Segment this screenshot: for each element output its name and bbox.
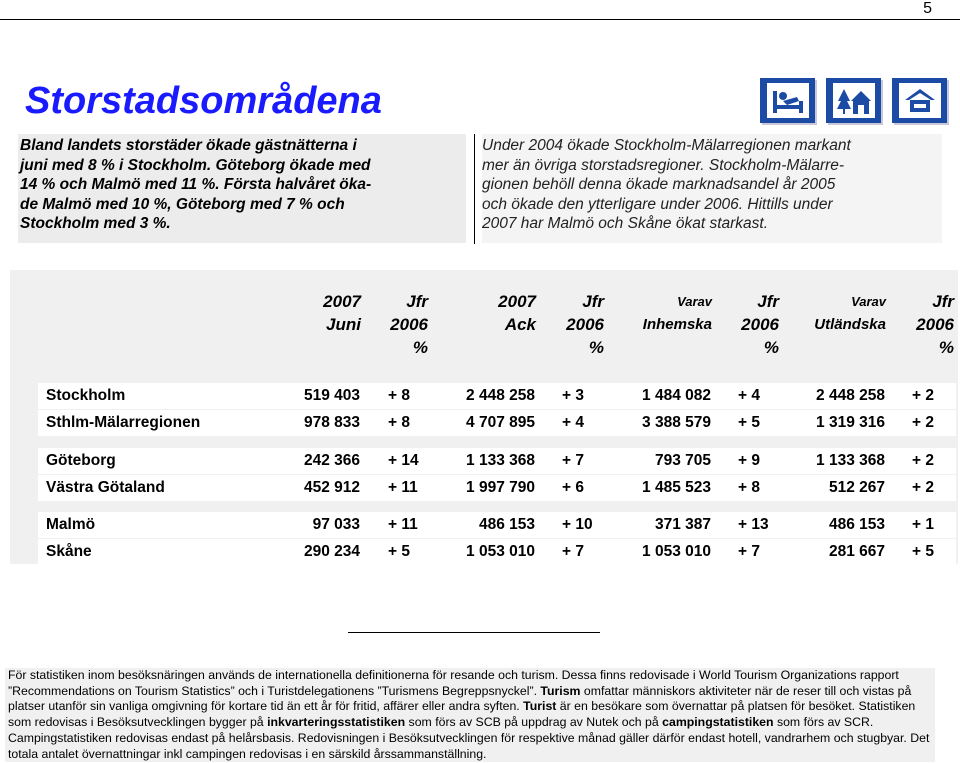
- header-jfr-3: Jfr 2006 %: [741, 292, 779, 357]
- body-paragraph: [482, 134, 942, 243]
- table-row: Göteborg 242 366 + 14 1 133 368 + 7 793 705 + 9 1 133 368 + 2: [38, 448, 956, 474]
- header-utlandska: Varav Utländska: [814, 294, 886, 333]
- body-line: 2007 har Malmö och Skåne ökat starkast.: [482, 215, 769, 232]
- header-2007-juni: 2007 Juni: [323, 292, 361, 334]
- body-line: mer än övriga storstadsregioner. Stockholm-Mälarre-: [482, 156, 845, 174]
- lead-summary: [18, 134, 466, 243]
- header-jfr-2: Jfr 2006 %: [566, 292, 604, 357]
- body-line: Under 2004 ökade Stockholm-Mälarregionen markant: [482, 137, 851, 154]
- table-header: [0, 290, 960, 370]
- table-row: Sthlm-Mälarregionen 978 833 + 8 4 707 895 + 4 3 388 579 + 5 1 319 316 + 2: [38, 410, 956, 436]
- lead-line: 14 % och Malmö med 11 %. Första halvåret öka-: [20, 176, 372, 193]
- lead-line: de Malmö med 10 %, Göteborg med 7 % och: [20, 195, 345, 213]
- table-row: Västra Götaland 452 912 + 11 1 997 790 + 6 1 485 523 + 8 512 267 + 2: [38, 475, 956, 501]
- header-jfr-4: Jfr 2006 %: [916, 292, 954, 357]
- lead-line: Bland landets storstäder ökade gästnätterna i: [20, 137, 357, 154]
- page-title: Storstadsområdena: [25, 80, 382, 122]
- table-row: Stockholm 519 403 + 8 2 448 258 + 3 1 484 082 + 4 2 448 258 + 2: [38, 383, 956, 409]
- body-line: gionen behöll denna ökade marknadsandel år 2005: [482, 176, 836, 193]
- bed-icon: [760, 78, 815, 123]
- page-number: 5: [923, 0, 932, 17]
- lead-line: Stockholm med 3 %.: [20, 215, 171, 232]
- footnote: För statistiken inom besöksnäringen används de internationella definitionerna för resande och turism. Dessa finns redovisade i World Tourism Organizations rapport ”Recommendations on Tourism Statistics” och i Turistdelegationens ”Turismens Begreppsnyckel”. Turism omfattar människors aktiviteter när de reser till och vistas på platser utanför sin vanliga omgivning för kortare tid än ett år för fritid, affärer eller andra syften. Turist är en besökare som övernattar på platsen för besöket. Statistiken som redovisas i Besöksutvecklingen bygger på inkvarteringsstatistiken som förs av SCB på uppdrag av Nutek och på campingstatistiken som förs av SCR. Campingstatistiken redovisas endast på helårsbasis. Redovisningen i Besöksutvecklingen för respektive månad gäller därför endast hotell, vandrarhem och stugbyar. Det totala antalet övernattningar inkl campingen redovisas i en särskild årssammanställning.: [5, 668, 935, 762]
- cabin-tree-icon: [826, 78, 881, 123]
- lead-line: juni med 8 % i Stockholm. Göteborg ökade med: [20, 156, 371, 174]
- header-jfr-1: Jfr 2006 %: [390, 292, 428, 357]
- body-line: och ökade den ytterligare under 2006. Hittills under: [482, 195, 833, 213]
- table-row: Malmö 97 033 + 11 486 153 + 10 371 387 + 13 486 153 + 1: [38, 512, 956, 538]
- header-inhemska: Varav Inhemska: [642, 294, 712, 333]
- header-rule: [0, 19, 960, 20]
- column-divider: [474, 134, 475, 244]
- table-row: Skåne 290 234 + 5 1 053 010 + 7 1 053 010 + 7 281 667 + 5: [38, 539, 956, 565]
- category-icons: [760, 78, 947, 123]
- header-2007-ack: 2007 Ack: [498, 292, 536, 334]
- footnote-separator: [348, 632, 600, 633]
- house-icon: [892, 78, 947, 123]
